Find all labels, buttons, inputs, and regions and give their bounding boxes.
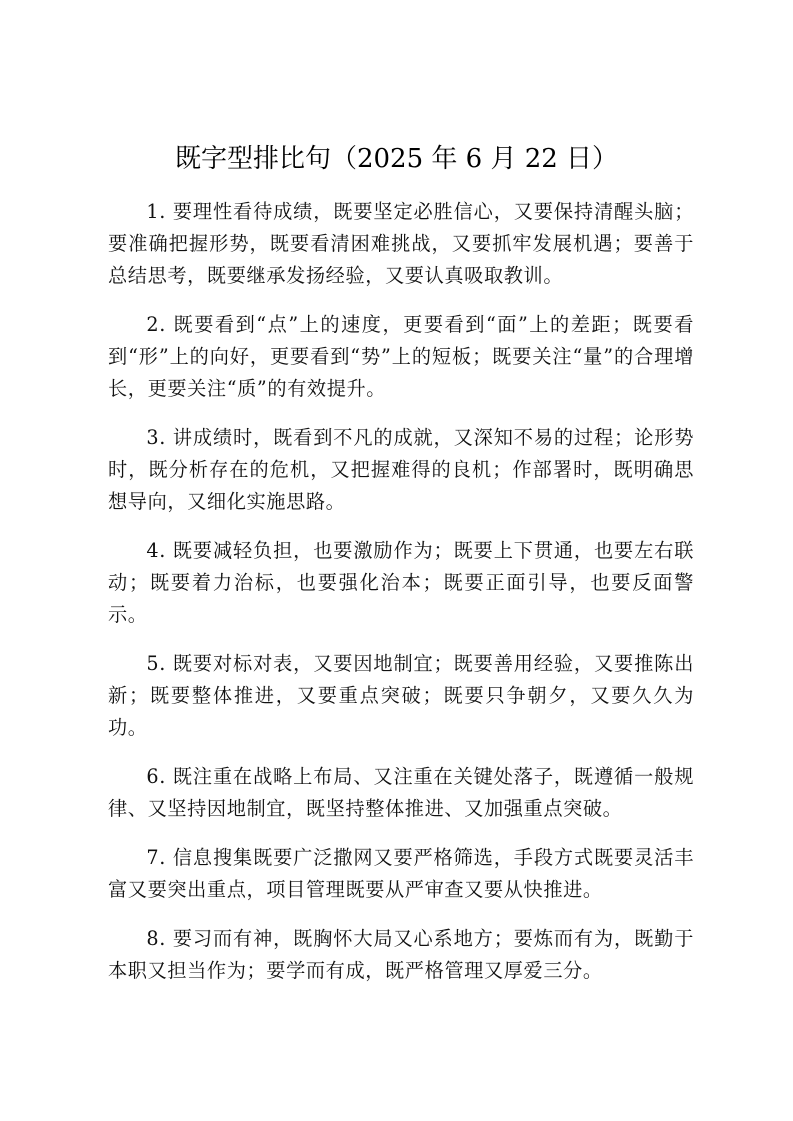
paragraph-5: 5. 既要对标对表，又要因地制宜；既要善用经验，又要推陈出新；既要整体推进，又要重点突破；既要只争朝夕，又要久久为功。 bbox=[108, 652, 694, 739]
paragraph-3: 3. 讲成绩时，既看到不凡的成就，又深知不易的过程；论形势时，既分析存在的危机，又把握难得的良机；作部署时，既明确思想导向，又细化实施思路。 bbox=[108, 426, 694, 513]
document-body bbox=[108, 196, 694, 1004]
paragraph-8: 8. 要习而有神，既胸怀大局又心系地方；要炼而有为，既勤于本职又担当作为；要学而有成，既严格管理又厚爱三分。 bbox=[108, 927, 694, 982]
document-title: 既字型排比句（2025 年 6 月 22 日） bbox=[174, 144, 619, 174]
paragraph-2: 2. 既要看到“点”上的速度，更要看到“面”上的差距；既要看到“形”上的向好，更要看到“势”上的短板；既要关注“量”的合理增长，更要关注“质”的有效提升。 bbox=[108, 313, 694, 400]
paragraph-4: 4. 既要减轻负担，也要激励作为；既要上下贯通，也要左右联动；既要着力治标，也要强化治本；既要正面引导，也要反面警示。 bbox=[108, 539, 694, 626]
paragraph-6: 6. 既注重在战略上布局、又注重在关键处落子，既遵循一般规律、又坚持因地制宜，既坚持整体推进、又加强重点突破。 bbox=[108, 765, 694, 820]
paragraph-1: 1. 要理性看待成绩，既要坚定必胜信心，又要保持清醒头脑；要准确把握形势，既要看清困难挑战，又要抓牢发展机遇；要善于总结思考，既要继承发扬经验，又要认真吸取教训。 bbox=[108, 200, 694, 287]
paragraph-7: 7. 信息搜集既要广泛撒网又要严格筛选，手段方式既要灵活丰富又要突出重点，项目管理既要从严审查又要从快推进。 bbox=[108, 846, 694, 901]
